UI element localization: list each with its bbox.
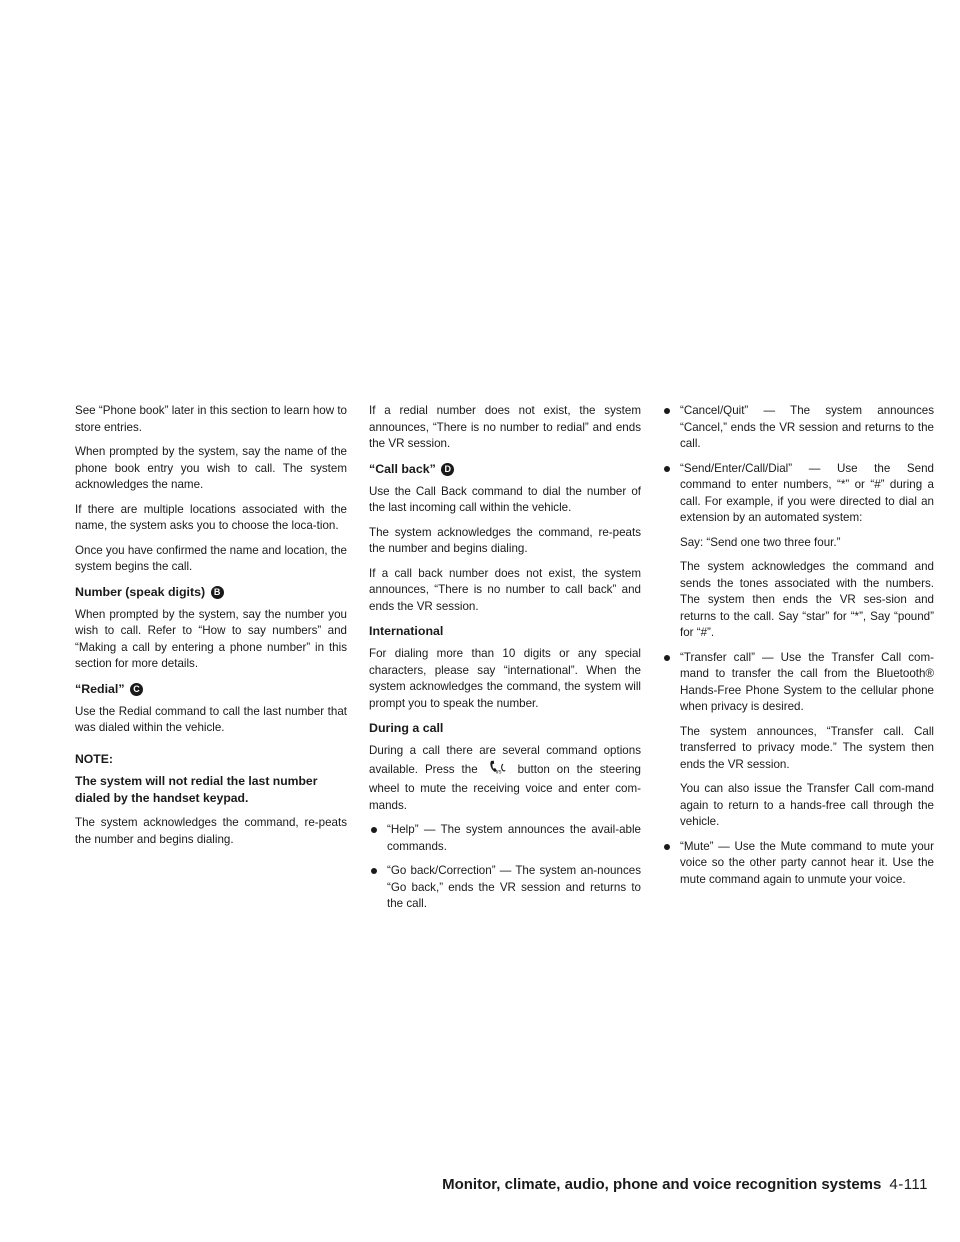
heading-call-back <box>369 461 641 478</box>
callout-c-badge: C <box>130 683 143 696</box>
bullet-dot <box>371 868 377 874</box>
bullet-dot <box>664 408 670 414</box>
paragraph: Use the Redial command to call the last number that was dialed within the vehicle. <box>75 704 347 734</box>
paragraph: If there are multiple locations associated with the name, the system asks you to choose the loca-tion. <box>75 502 347 532</box>
paragraph-text: button on the steering wheel to mute the receiving voice and enter com-mands. <box>369 762 641 812</box>
list-item <box>662 839 934 889</box>
page-number: 4-111 <box>889 1176 928 1193</box>
paragraph: If a redial number does not exist, the system announces, “There is no number to redial” and ends the VR session. <box>369 404 641 450</box>
list-item-text: “Help” — The system announces the avail-able commands. <box>387 823 641 853</box>
svg-text:vs: vs <box>495 769 502 775</box>
paragraph: For dialing more than 10 digits or any special characters, please say “international”. When the system acknowledges the command, the system will prompt you to speak the number. <box>369 647 641 710</box>
column-right <box>662 403 934 896</box>
paragraph: The system acknowledges the command, re-peats the number and begins dialing. <box>75 816 347 846</box>
callout-d-badge: D <box>441 463 454 476</box>
bullet-dot <box>664 466 670 472</box>
bullet-dot <box>371 827 377 833</box>
paragraph: The system acknowledges the command, re-peats the number and begins dialing. <box>369 525 641 555</box>
paragraph-text: During a call there are several command options available. Press the <box>369 744 641 776</box>
list-item <box>662 403 934 453</box>
footer-title: Monitor, climate, audio, phone and voice recognition systems <box>442 1176 882 1193</box>
list-item-text: “Send/Enter/Call/Dial” — Use the Send command to enter numbers, “*” or “#” during a call. For example, if you were directed to dial an extension by an automated system: <box>680 461 934 524</box>
callout-b-badge: B <box>211 586 224 599</box>
heading-redial <box>75 681 347 698</box>
paragraph <box>369 743 641 814</box>
note-heading: NOTE: <box>75 751 113 766</box>
column-left <box>75 403 347 856</box>
list-item-text: The system acknowledges the command and sends the tones associated with the numbers. The system then ends the VR ses-sion and returns to the call. Say “star” for “*”, Say “pound” for “#”. <box>680 560 934 639</box>
list-item-text: The system announces, “Transfer call. Call transferred to privacy mode.” The system then ends the VR session. <box>680 724 934 771</box>
list-item-text: “Transfer call” — Use the Transfer Call com-mand to transfer the call from the Bluetooth® Hands-Free Phone System to the cellular phone when privacy is desired. <box>680 650 934 713</box>
heading-text: Number (speak digits) <box>75 584 206 599</box>
list-item <box>662 650 934 831</box>
paragraph: See “Phone book” later in this section to learn how to store entries. <box>75 404 347 434</box>
list-item <box>662 461 934 642</box>
heading-text: “Redial” <box>75 681 125 696</box>
paragraph: Use the Call Back command to dial the number of the last incoming call within the vehicle. <box>369 484 641 514</box>
page-footer <box>442 1176 928 1193</box>
heading-text: “Call back” <box>369 461 436 476</box>
list-item <box>369 822 641 855</box>
list-item-text: “Cancel/Quit” — The system announces “Cancel,” ends the VR session and returns to the call. <box>680 404 934 450</box>
list-item-text: Say: “Send one two three four.” <box>680 535 841 549</box>
paragraph: When prompted by the system, say the name of the phone book entry you wish to call. The system acknowledges the name. <box>75 445 347 491</box>
bullet-dot <box>664 844 670 850</box>
paragraph: When prompted by the system, say the number you wish to call. Refer to “How to say numbers” and “Making a call by entering a phone number” in this section for more details. <box>75 607 347 670</box>
paragraph: If a call back number does not exist, the system announces, “There is no number to call back” and ends the VR session. <box>369 566 641 613</box>
heading-number-speak-digits <box>75 584 347 601</box>
note-body: The system will not redial the last number dialed by the handset keypad. <box>75 774 318 805</box>
list-item-text: “Go back/Correction” — The system an-nounces “Go back,” ends the VR session and returns to the call. <box>387 864 641 910</box>
bullet-dot <box>664 655 670 661</box>
heading-international: International <box>369 624 444 638</box>
phone-voice-icon <box>488 760 508 782</box>
heading-during-a-call: During a call <box>369 721 444 735</box>
list-item-text: “Mute” — Use the Mute command to mute your voice so the other party cannot hear it. Use the mute command again to unmute your voice. <box>680 839 934 886</box>
paragraph: Once you have confirmed the name and location, the system begins the call. <box>75 543 347 573</box>
column-middle <box>369 403 641 921</box>
list-item <box>369 863 641 913</box>
list-item-text: You can also issue the Transfer Call com-mand again to return to a hands-free call through the vehicle. <box>680 782 934 828</box>
